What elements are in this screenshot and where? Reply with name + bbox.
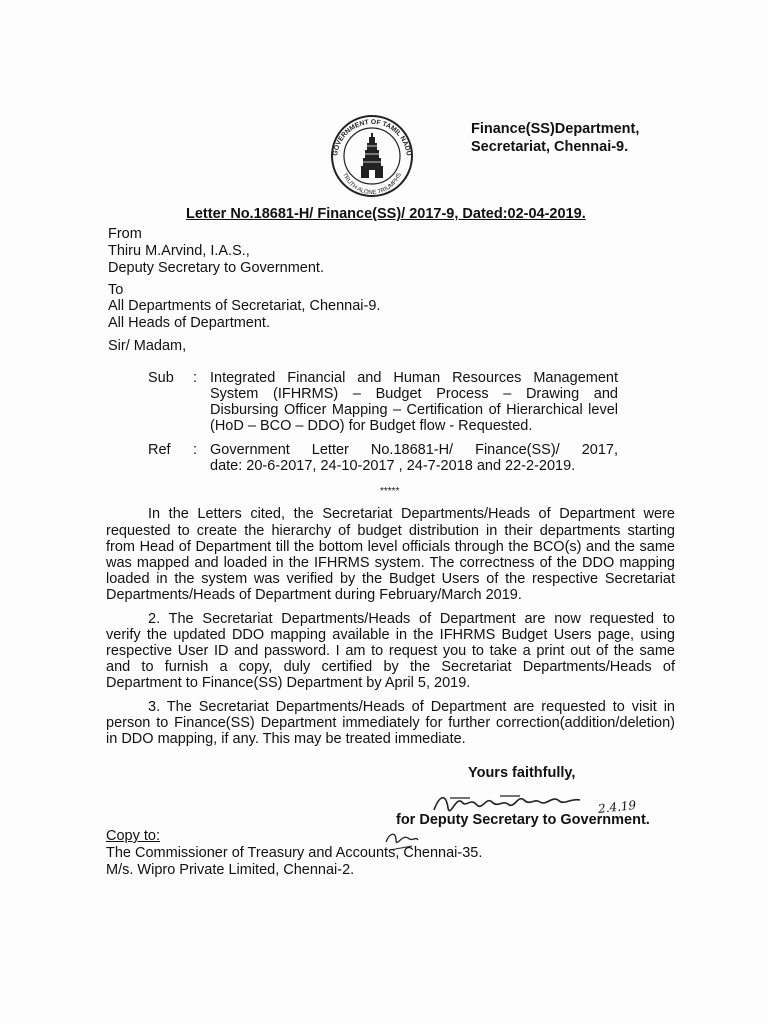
sub-colon: : [193,370,198,386]
para2-line-2: verify the updated DDO mapping available in the IFHRMS Budget Users page, using [106,627,675,643]
para2-line-1: 2. The Secretariat Departments/Heads of Department are now requested to [148,611,675,627]
from-label: From [108,226,142,242]
to-line-1: All Departments of Secretariat, Chennai-9. [108,298,381,314]
separator-stars: ***** [380,486,400,497]
department-line-1: Finance(SS)Department, [471,121,640,137]
para3-line-3: in DDO mapping, if any. This may be treated immediate. [106,731,466,747]
para2-line-5: Department to Finance(SS) Department by April 5, 2019. [106,675,471,691]
to-line-2: All Heads of Department. [108,315,270,331]
tamil-nadu-emblem [325,112,419,206]
para3-line-2: person to Finance(SS) Department immediately for further correction(addition/deletion) [106,715,675,731]
letter-title: Letter No.18681-H/ Finance(SS)/ 2017-9, Dated:02-04-2019. [186,206,586,222]
sub-line-1: Integrated Financial and Human Resources Management [210,370,618,386]
para1-line-3: from Head of Department till the bottom level officials through the BCO(s) and the same [106,539,675,555]
sub-label: Sub [148,370,174,386]
emblem-ring-text: GOVERNMENT OF TAMIL NADU [332,118,412,157]
ref-colon: : [193,442,198,458]
sub-line-2: System (IFHRMS) – Budget Process – Drawing and [210,386,618,402]
sub-line-4: (HoD – BCO – DDO) for Budget flow - Requested. [210,418,533,434]
para1-line-6: Departments/Heads of Department during February/March 2019. [106,587,522,603]
copy-to-line-1: The Commissioner of Treasury and Accounts, Chennai-35. [106,845,483,861]
para1-line-1: In the Letters cited, the Secretariat Departments/Heads of Department were [148,506,675,522]
copy-to-line-2: M/s. Wipro Private Limited, Chennai-2. [106,862,355,878]
sub-line-3: Disbursing Officer Mapping – Certification of Hierarchical level [210,402,618,418]
salutation: Sir/ Madam, [108,338,187,354]
para3-line-1: 3. The Secretariat Departments/Heads of Department are requested to visit in [148,699,675,715]
ref-line-2: date: 20-6-2017, 24-10-2017 , 24-7-2018 and 22-2-2019. [210,458,576,474]
copy-to-label: Copy to: [106,828,160,844]
para2-line-4: and to furnish a copy, duly certified by the Secretariat Departments/Heads of [106,659,675,675]
para2-line-3: respective User ID and password. I am to request you to take a print out of the same [106,643,675,659]
para1-line-4: was mapped and loaded in the IFHRMS system. The correctness of the DDO mapping [106,555,675,571]
closing: Yours faithfully, [468,765,576,781]
emblem-motto: TRUTH ALONE TRIUMPHS [341,172,403,197]
para1-line-5: loaded in the system was verified by the Budget Users of the respective Secretariat [106,571,675,587]
ref-line-1: Government Letter No.18681-H/ Finance(SS)/ 2017, [210,442,618,458]
to-label: To [108,282,124,298]
department-line-2: Secretariat, Chennai-9. [471,139,629,155]
from-name: Thiru M.Arvind, I.A.S., [108,243,250,259]
para1-line-2: requested to create the hierarchy of budget distribution in their departments starting [106,523,675,539]
from-designation: Deputy Secretary to Government. [108,260,324,276]
signature-date: 2.4.19 [597,798,637,816]
ref-label: Ref [148,442,171,458]
signature-block: for Deputy Secretary to Government. [396,812,650,828]
